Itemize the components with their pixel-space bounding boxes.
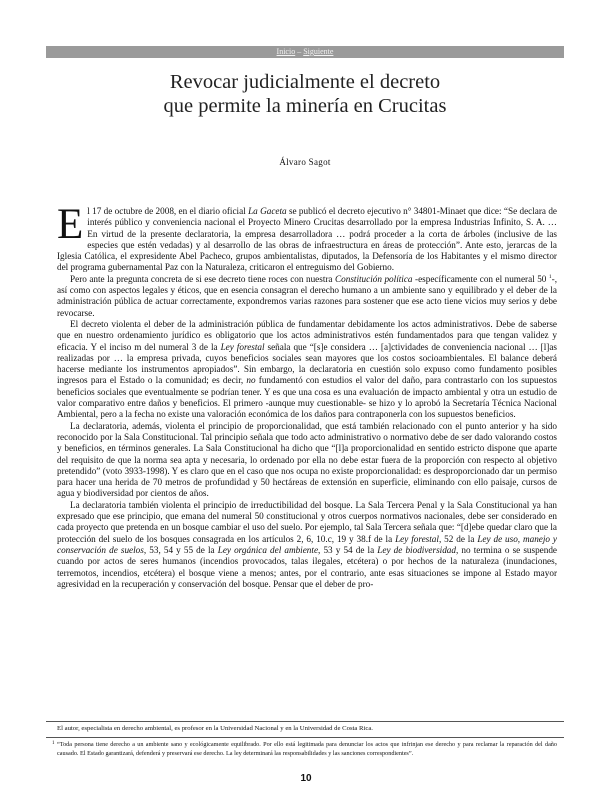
footnote-1-text: “Toda persona tiene derecho a un ambiente sano y ecológicamente equilibrado. Por ello está legitimada para denunciar los actos que infrinjan ese derecho y para reclamar la reparación del daño causado. El Estado garantizará, defenderá y preservará ese derecho. La ley determinará las responsabilidades y las sanciones correspondientes”. [57,741,557,757]
paragraph-2: Pero ante la pregunta concreta de si ese decreto tiene roces con nuestra Constitución política -específicamente con el numeral 50 $^1$-, así como con aspectos legales y éticos, que en esencia consagran el derecho humano a un ambiente sano y equilibrado y el deber de la administración pública de actuar correctamente, expondremos varias razones para sostener que ese acto tiene vicios muy serios y debe revocarse. [57,273,557,318]
page-number: 10 [300,773,312,784]
footnote-divider-2 [46,737,564,738]
footnote-1-number: 1 [52,741,55,746]
title-line-1: Revocar judicialmente el decreto [169,71,441,93]
article-title [46,70,564,118]
footnote-ref-1: 1 [548,273,552,280]
drop-cap: E [57,201,84,248]
inicio-link[interactable]: Inicio [276,47,296,56]
author-name: Álvaro Sagot [279,157,331,167]
paragraph-4: La declaratoria, además, violenta el principio de proporcionalidad, que está también relacionado con el punto anterior y ha sido reconocido por la Sala Constitucional. Tal principio señala que todo acto administrativo o normativo debe de ser dado valorando costos y beneficios, en términos generales. La Sala Constitucional ha dicho que “[l]a proporcionalidad en sentido estricto dispone que aparte del requisito de que la norma sea apta y necesaria, lo ordenado por ella no debe estar fuera de la proporción con respecto al objetivo pretendido” (voto 3933-1998). Y es claro que en el caso que nos ocupa no existe proporcionalidad: es desproporcionado dar un permiso para hacer una herida de 70 metros de profundidad y 50 hectáreas de extensión en superficie, eliminando con ello paisaje, cursos de agua y biodiversidad por cientos de años. [57,420,557,499]
article-body [57,201,558,590]
nav-separator: – [295,47,304,56]
author-note: El autor, especialista en derecho ambiental, es profesor en la Universidad Nacional y en la Universidad de Costa Rica. [57,725,373,732]
paragraph-3: El decreto violenta el deber de la administración pública de fundamentar debidamente los actos administrativos. Debe de saberse que en nuestro ordenamiento jurídico es obligatorio que los actos administrativos estén fundamentados para que tengan validez y eficacia. Y el inciso m del numeral 3 de la Ley forestal señala que “[s]e considera … [a]ctividades de conveniencia nacional … [l]as realizadas por … la empresa privada, cuyos beneficios sociales sean mayores que los costos socioambientales. El balance deberá hacerse mediante los instrumentos apropiados”. Sin embargo, la declaratoria en cuestión solo expuso como fundamento posibles ingresos para el Estado o la comunidad; es decir, no fundamentó con estudios el valor del daño, para contrastarlo con los supuestos beneficios sociales que eventualmente se podrían tener. Y es que una cosa es una evaluación de impacto ambiental y otra un estudio de valor comparativo entre daños y beneficios. El primero -aunque muy cuestionable- se hizo y lo aprobó la Secretaría Técnica Nacional Ambiental, pero a la fecha no existe una valoración económica de los daños para contraponerla con los supuestos beneficios. [57,318,558,420]
title-line-2: que permite la minería en Crucitas [163,95,447,117]
gaceta-italic: La Gaceta [248,206,287,216]
paragraph-5: La declaratoria también violenta el principio de irreductibilidad del bosque. La Sala Tercera Penal y la Sala Constitucional ya han expresado que ese principio, que emana del numeral 50 constitucional y otros cuerpos normativos nacionales, debe ser considerado en cada proyecto que pretenda en un bosque cambiar el uso del suelo. Por ejemplo, tal Sala Tercera señala que: “[d]ebe quedar claro que la protección del suelo de los bosques consagrada en los artículos 2, 6, 10.c, 19 y 38.f de la Ley forestal, 52 de la Ley de uso, manejo y conservación de suelos, 53, 54 y 55 de la Ley orgánica del ambiente, 53 y 54 de la Ley de biodiversidad, no termina o se suspende cuando por actos de seres humanos (incendios provocados, talas ilegales, etcétera) o por hechos de la naturaleza (inundaciones, terremotos, incendios, etcétera) el bosque viene a menos; antes, por el contrario, ante esas situaciones se impone al Estado mayor agresividad en la recuperación y conservación del bosque. Pensar que el deber de pro- [57,499,558,589]
footnote-1 [52,741,557,758]
navigation-bar [46,46,564,58]
footnote-divider-1 [46,721,564,722]
paragraph-1: El 17 de octubre de 2008, en el diario oficial La Gaceta se publicó el decreto ejecutivo n° 34801-Minaet que dice: “Se declara de interés público y conveniencia nacional el Proyecto Minero Crucitas desarrollado por la empresa Industrias Infinito, S. A. … En virtud de la presente declaratoria, la empresa desarrolladora … podrá proceder a la corta de árboles (inclusive de las especies que estén vedadas) y al desarrollo de las obras de infraestructura en áreas de protección”. Ante esto, jerarcas de la Iglesia Católica, el expresidente Abel Pacheco, grupos ambientalistas, diputados, la Defensoría de los Habitantes y el mismo director del programa gubernamental Paz con la Naturaleza, criticaron el entreguismo del Gobierno. [57,201,557,273]
siguiente-link[interactable]: Siguiente [303,47,334,56]
